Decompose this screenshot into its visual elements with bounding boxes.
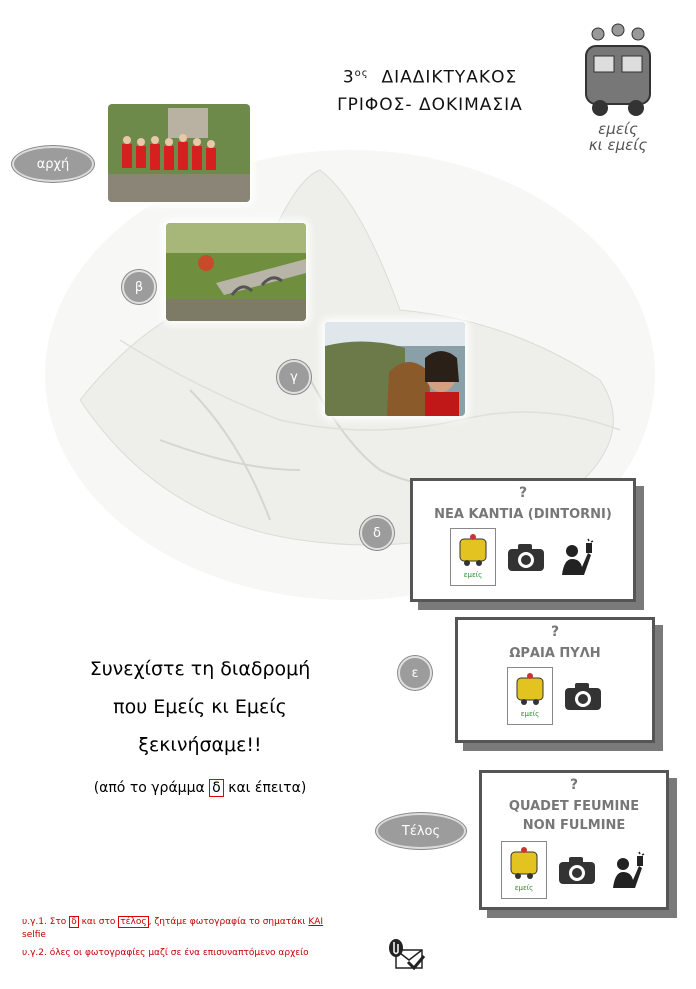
camera-icon bbox=[563, 680, 603, 712]
card-e bbox=[455, 617, 655, 743]
svg-text:εμείς: εμείς bbox=[598, 120, 638, 138]
marker-g: γ bbox=[277, 360, 311, 394]
photo-group-start bbox=[108, 104, 250, 202]
badge-icon bbox=[501, 841, 547, 899]
camera-icon bbox=[557, 854, 597, 886]
card-label: ΩΡΑΙΑ ΠΥΛΗ bbox=[509, 646, 601, 661]
note-1: υ.γ.1. Στο δ και στο τέλος , ζητάμε φωτογραφία το σηματάκι ΚΑΙ selfie bbox=[22, 917, 324, 940]
badge-icon bbox=[507, 667, 553, 725]
svg-text:εμείς: εμείς bbox=[520, 710, 540, 718]
badge-icon bbox=[450, 528, 496, 586]
photo-selfie bbox=[325, 322, 465, 416]
note-2: υ.γ.2. όλες οι φωτογραφίες μαζί σε ένα επισυναπτόμενο αρχείο bbox=[22, 948, 309, 958]
page-title: $3^{o\varsigma}$ ΔΙΑΔΙΚΤΥΑΚΟΣ ΓΡΙΦΟΣ- ΔΟΚΙΜΑΣΙΑ bbox=[337, 67, 523, 115]
marker-e: ε bbox=[398, 656, 432, 690]
marker-d: δ bbox=[360, 516, 394, 550]
photo-bridge bbox=[166, 223, 306, 321]
card-label: ΝΕΑ ΚΑΝΤΙΑ (DINTORNI) bbox=[434, 507, 612, 522]
card-end bbox=[479, 770, 669, 910]
card-question: ? bbox=[518, 485, 528, 501]
attachment-mail-icon bbox=[384, 936, 426, 972]
card-question: ? bbox=[569, 777, 579, 793]
card-question: ? bbox=[550, 624, 560, 640]
main-message: Συνεχίστε τη διαδρομή που Εμείς κι Εμείς ξεκινήσαμε!! bbox=[89, 658, 311, 756]
marker-end: Τέλος bbox=[376, 813, 466, 849]
card-d bbox=[410, 478, 636, 602]
emeis-logo bbox=[568, 16, 668, 156]
marker-b: β bbox=[122, 270, 156, 304]
camera-icon bbox=[506, 541, 546, 573]
card-label: QUADET FEUMINE NON FULMINE bbox=[508, 799, 640, 833]
svg-text:εμείς: εμείς bbox=[514, 884, 534, 892]
marker-start: αρχή bbox=[12, 146, 94, 182]
sub-message: (από το γράμμα δ και έπειτα) bbox=[93, 780, 307, 796]
svg-text:εμείς: εμείς bbox=[463, 571, 483, 579]
selfie-icon bbox=[607, 850, 647, 890]
svg-text:κι εμείς: κι εμείς bbox=[588, 136, 648, 154]
selfie-icon bbox=[556, 537, 596, 577]
